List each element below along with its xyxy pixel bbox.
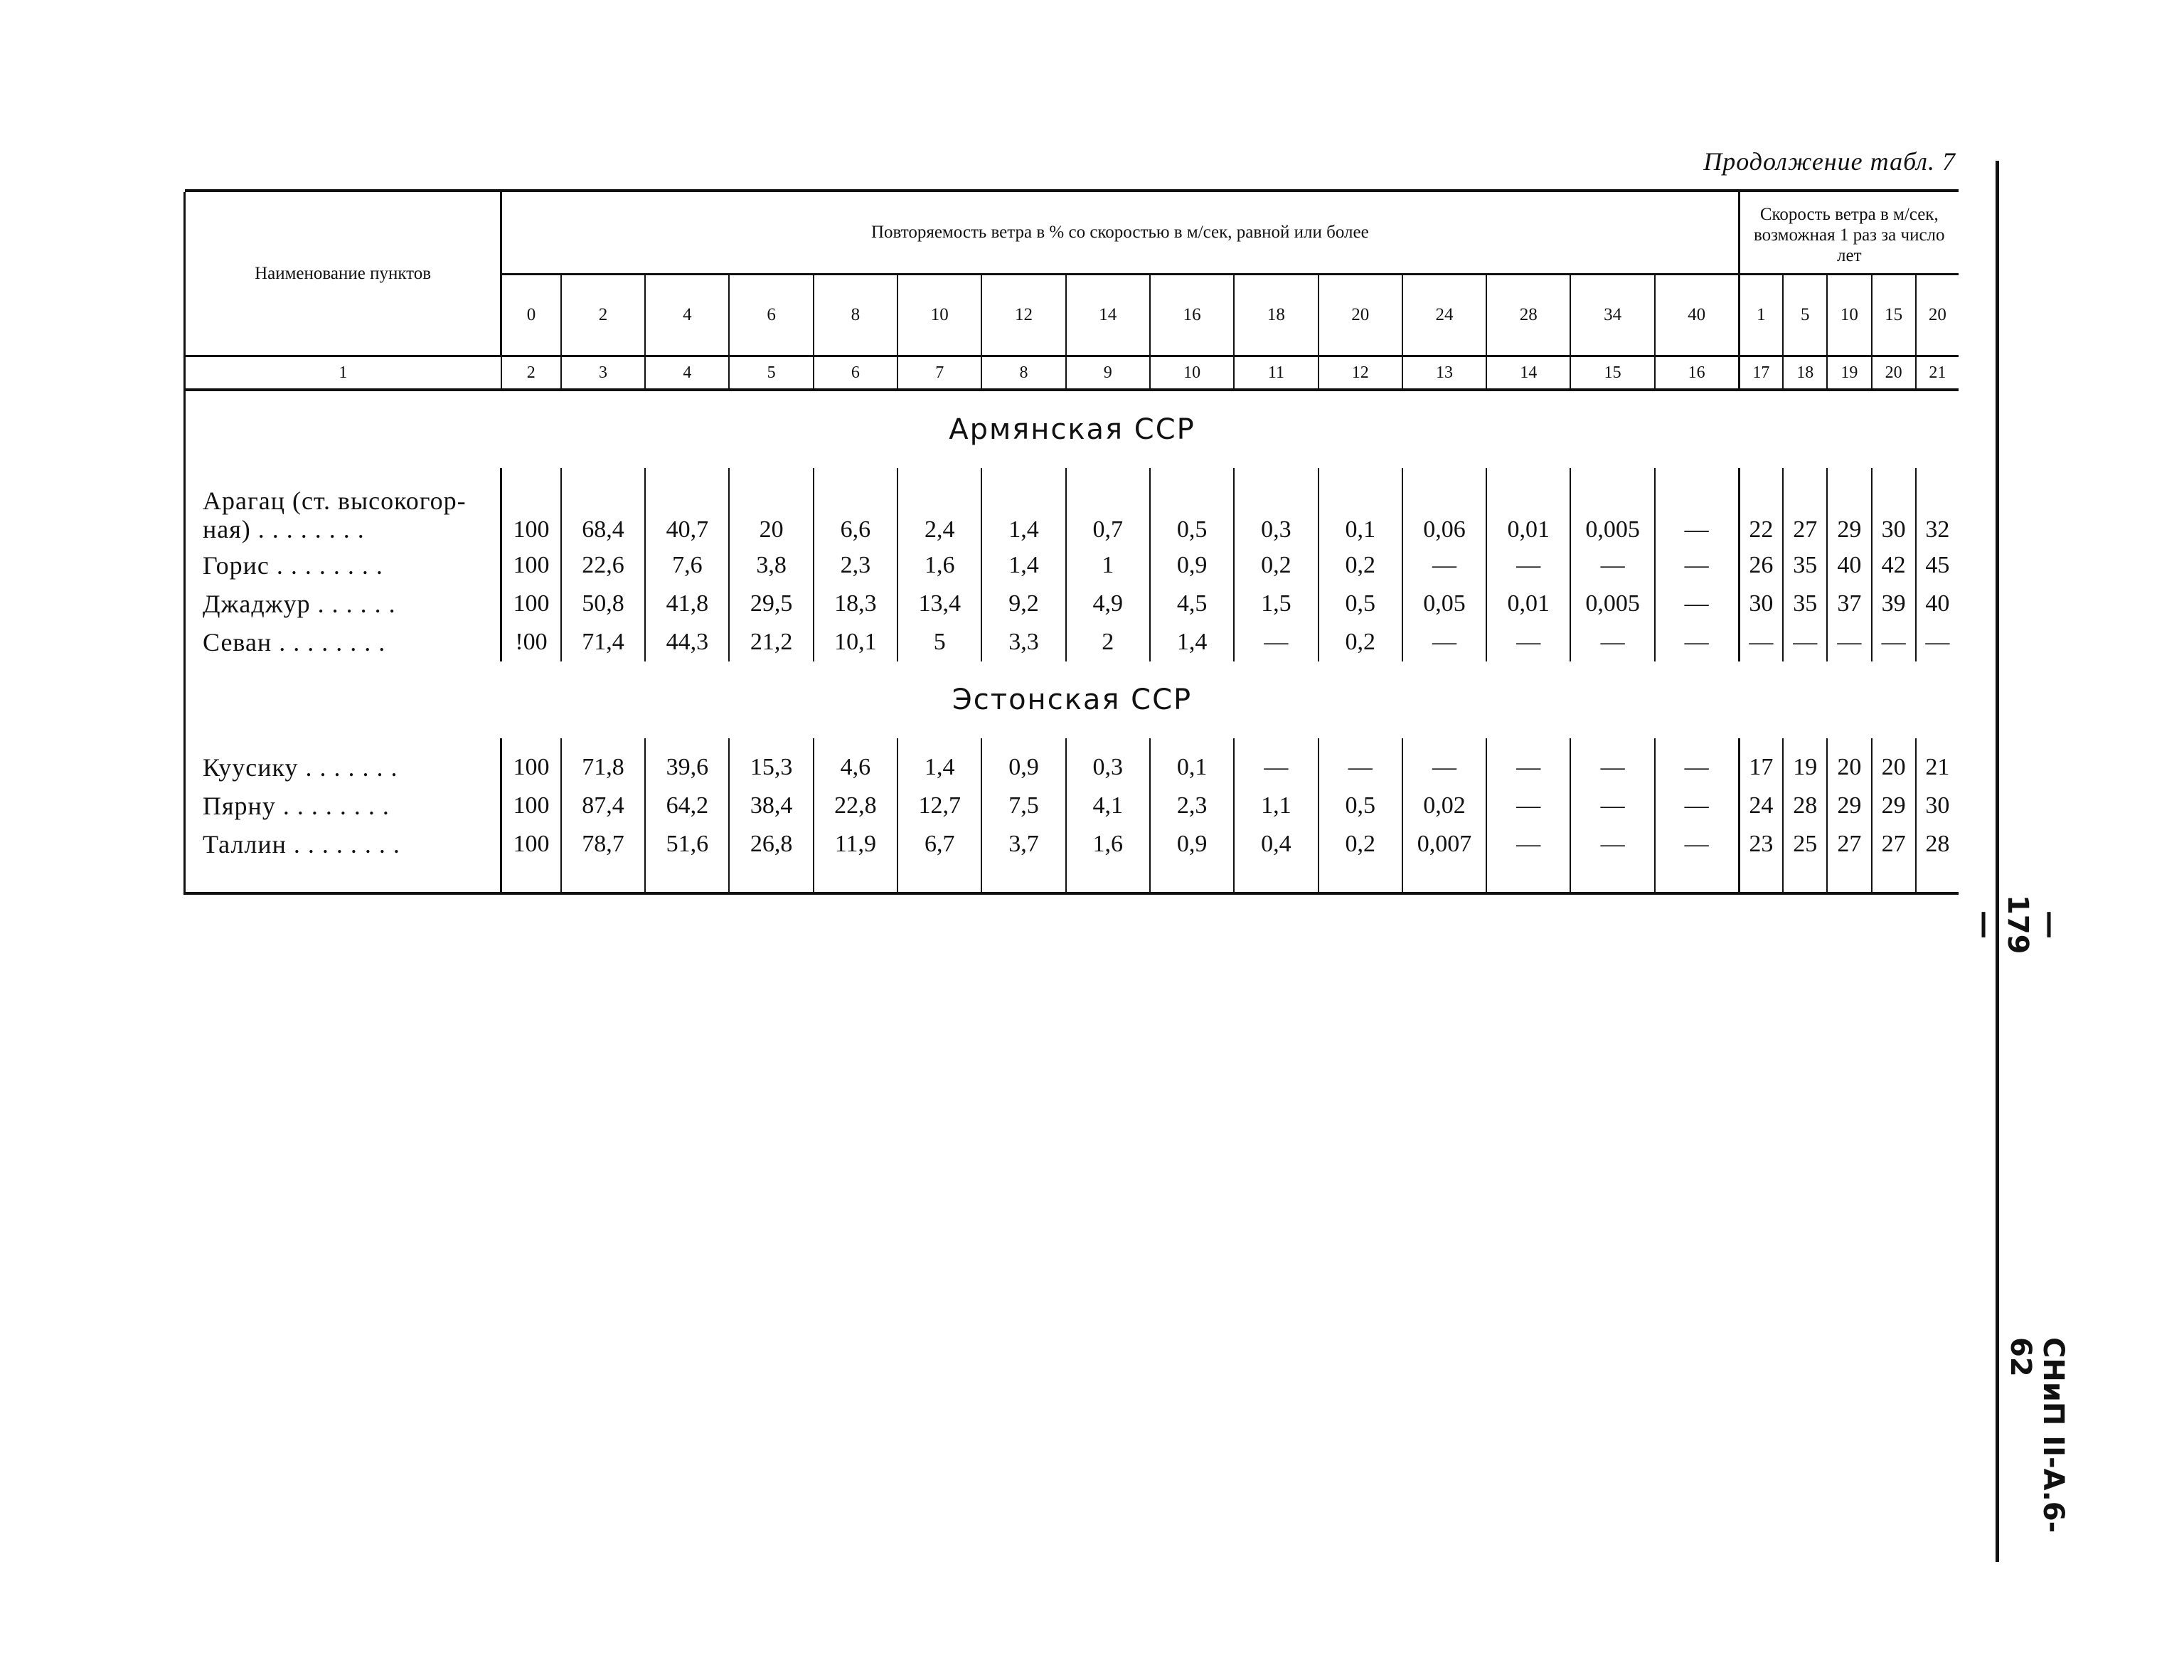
page-number: — 179 — xyxy=(1969,895,2067,955)
frequency-value: 18,3 xyxy=(814,585,897,623)
gap-cell xyxy=(185,738,501,748)
frequency-value: — xyxy=(1570,546,1654,585)
gap-cell xyxy=(561,738,645,748)
max-speed-value: 21 xyxy=(1925,754,1950,780)
max-speed-value: 37 xyxy=(1827,585,1871,623)
header-threshold-cell: 28 xyxy=(1486,275,1570,356)
max-speed-value: 42 xyxy=(1872,546,1916,585)
end-cell xyxy=(561,863,645,893)
column-number-row xyxy=(185,356,1959,390)
header-threshold-cell: 20 xyxy=(1319,275,1402,356)
column-number-cell: 1 xyxy=(185,356,501,390)
frequency-value: !00 xyxy=(501,623,561,661)
frequency-value: 1,6 xyxy=(1066,825,1150,863)
station-name: Арагац (ст. высокогор-ная) . . . . . . . . xyxy=(185,478,501,546)
region-gap-row xyxy=(185,738,1959,748)
table-row xyxy=(185,585,1959,623)
gap-cell xyxy=(729,738,813,748)
gap-cell xyxy=(1486,738,1570,748)
gap-cell xyxy=(1319,738,1402,748)
frequency-value: 0,2 xyxy=(1319,546,1402,585)
column-number-cell: 10 xyxy=(1150,356,1234,390)
max-speed-value: — xyxy=(1783,623,1827,661)
header-threshold-cell: 24 xyxy=(1402,275,1486,356)
gap-cell xyxy=(897,468,981,478)
max-speed-value: 22 xyxy=(1739,478,1783,546)
header-threshold-cell: 18 xyxy=(1234,275,1318,356)
table-row xyxy=(185,623,1959,661)
document-code: СНиП II-А.6-62 xyxy=(2004,1337,2070,1533)
gap-cell xyxy=(1066,468,1150,478)
end-cell xyxy=(1234,863,1318,893)
max-speed-value: 40 xyxy=(1925,590,1950,617)
gap-cell xyxy=(1872,738,1916,748)
max-speed-value: — xyxy=(1739,623,1783,661)
table-row xyxy=(185,546,1959,585)
frequency-value: 2,3 xyxy=(1150,787,1234,825)
frequency-value: 2,4 xyxy=(897,478,981,546)
frequency-value: 0,2 xyxy=(1319,825,1402,863)
gap-cell xyxy=(185,468,501,478)
gap-cell xyxy=(645,468,729,478)
column-number-cell: 20 xyxy=(1872,356,1916,390)
header-max-speed: Скорость ветра в м/сек, возможная 1 раз за число лет xyxy=(1739,192,1959,275)
region-title: Армянская ССР xyxy=(185,390,1959,468)
column-number-cell: 7 xyxy=(897,356,981,390)
frequency-value: 0,005 xyxy=(1570,585,1654,623)
region-title: Эстонская ССР xyxy=(185,661,1959,738)
frequency-value: 13,4 xyxy=(897,585,981,623)
station-name: Горис . . . . . . . . xyxy=(185,546,501,585)
gap-cell xyxy=(645,738,729,748)
frequency-value: 11,9 xyxy=(814,825,897,863)
max-speed-value: 29 xyxy=(1872,787,1916,825)
end-cell xyxy=(981,863,1065,893)
frequency-value: 10,1 xyxy=(814,623,897,661)
frequency-value: — xyxy=(1655,748,1739,787)
frequency-value: 71,8 xyxy=(561,748,645,787)
max-speed-value: 39 xyxy=(1872,585,1916,623)
frequency-value: 4,1 xyxy=(1066,787,1150,825)
frequency-value: — xyxy=(1234,748,1318,787)
gap-cell xyxy=(1234,738,1318,748)
end-cell xyxy=(1570,863,1654,893)
column-number-cell: 12 xyxy=(1319,356,1402,390)
end-cell xyxy=(1319,863,1402,893)
max-speed-value: 24 xyxy=(1739,787,1783,825)
frequency-value: 0,05 xyxy=(1402,585,1486,623)
frequency-value: 3,7 xyxy=(981,825,1065,863)
header-threshold-cell: 34 xyxy=(1570,275,1654,356)
column-number-cell: 4 xyxy=(645,356,729,390)
frequency-value: — xyxy=(1655,825,1739,863)
header-threshold-cell: 4 xyxy=(645,275,729,356)
end-cell xyxy=(645,863,729,893)
frequency-value: 0,5 xyxy=(1319,787,1402,825)
column-number-cell: 15 xyxy=(1570,356,1654,390)
frequency-value: — xyxy=(1655,585,1739,623)
end-cell xyxy=(729,863,813,893)
header-threshold-cell: 0 xyxy=(501,275,561,356)
frequency-value: 44,3 xyxy=(645,623,729,661)
end-cell xyxy=(1150,863,1234,893)
frequency-value: — xyxy=(1486,546,1570,585)
end-cell xyxy=(1739,863,1783,893)
frequency-value: 12,7 xyxy=(897,787,981,825)
max-speed-value: — xyxy=(1872,623,1916,661)
frequency-value: 1,6 xyxy=(897,546,981,585)
frequency-value: — xyxy=(1655,478,1739,546)
region-gap-row xyxy=(185,468,1959,478)
end-cell xyxy=(501,863,561,893)
end-cell xyxy=(1655,863,1739,893)
max-speed-value: 20 xyxy=(1872,748,1916,787)
column-number-cell: 3 xyxy=(561,356,645,390)
header-threshold-cell: 14 xyxy=(1066,275,1150,356)
frequency-value: 78,7 xyxy=(561,825,645,863)
header-year-cell: 5 xyxy=(1783,275,1827,356)
column-number-cell: 8 xyxy=(981,356,1065,390)
header-year-cell: 1 xyxy=(1739,275,1783,356)
frequency-value: 100 xyxy=(501,546,561,585)
column-number-cell: 5 xyxy=(729,356,813,390)
frequency-value: 68,4 xyxy=(561,478,645,546)
max-speed-value: 30 xyxy=(1925,792,1950,819)
station-name: Куусику . . . . . . . xyxy=(185,748,501,787)
frequency-value: 50,8 xyxy=(561,585,645,623)
frequency-value: 0,005 xyxy=(1570,478,1654,546)
gap-cell xyxy=(1916,468,1959,478)
gap-cell xyxy=(1783,738,1827,748)
gap-cell xyxy=(1739,468,1783,478)
side-rule xyxy=(1996,161,1999,1562)
frequency-value: 41,8 xyxy=(645,585,729,623)
frequency-value: — xyxy=(1402,546,1486,585)
frequency-value: — xyxy=(1655,623,1739,661)
frequency-value: 0,01 xyxy=(1486,585,1570,623)
max-speed-value: 27 xyxy=(1827,825,1871,863)
end-cell xyxy=(1827,863,1871,893)
max-speed-value: 32 xyxy=(1925,516,1950,543)
frequency-value: 100 xyxy=(501,787,561,825)
frequency-value: 0,5 xyxy=(1319,585,1402,623)
column-number-cell: 17 xyxy=(1739,356,1783,390)
gap-cell xyxy=(561,468,645,478)
max-speed-value: 35 xyxy=(1783,546,1827,585)
column-number-cell: 21 xyxy=(1916,356,1959,390)
max-speed-value: 26 xyxy=(1739,546,1783,585)
frequency-value: 71,4 xyxy=(561,623,645,661)
frequency-value: 3,8 xyxy=(729,546,813,585)
gap-cell xyxy=(1234,468,1318,478)
frequency-value: — xyxy=(1234,623,1318,661)
max-speed-value: 17 xyxy=(1739,748,1783,787)
frequency-value: 4,9 xyxy=(1066,585,1150,623)
gap-cell xyxy=(1402,468,1486,478)
frequency-value: — xyxy=(1655,546,1739,585)
column-number-cell: 18 xyxy=(1783,356,1827,390)
gap-cell xyxy=(1827,738,1871,748)
frequency-value: — xyxy=(1402,748,1486,787)
end-cell xyxy=(897,863,981,893)
frequency-value: 0,7 xyxy=(1066,478,1150,546)
header-year-cell: 15 xyxy=(1872,275,1916,356)
wind-frequency-table xyxy=(183,189,1959,895)
column-number-cell: 16 xyxy=(1655,356,1739,390)
gap-cell xyxy=(981,468,1065,478)
frequency-value: — xyxy=(1570,787,1654,825)
max-speed-value: 19 xyxy=(1783,748,1827,787)
frequency-value: 0,9 xyxy=(1150,825,1234,863)
end-cell xyxy=(814,863,897,893)
gap-cell xyxy=(981,738,1065,748)
gap-cell xyxy=(1570,468,1654,478)
frequency-value: 1,5 xyxy=(1234,585,1318,623)
end-cell xyxy=(1916,863,1959,893)
frequency-value: 1,4 xyxy=(897,748,981,787)
column-number-cell: 9 xyxy=(1066,356,1150,390)
header-threshold-cell: 10 xyxy=(897,275,981,356)
header-threshold-cell: 16 xyxy=(1150,275,1234,356)
table-continuation-caption: Продолжение табл. 7 xyxy=(1703,147,1956,176)
frequency-value: 7,5 xyxy=(981,787,1065,825)
gap-cell xyxy=(1655,738,1739,748)
frequency-value: 0,9 xyxy=(1150,546,1234,585)
frequency-value: — xyxy=(1486,748,1570,787)
gap-cell xyxy=(1150,468,1234,478)
gap-cell xyxy=(501,468,561,478)
gap-cell xyxy=(814,738,897,748)
frequency-value: 3,3 xyxy=(981,623,1065,661)
end-cell xyxy=(1402,863,1486,893)
max-speed-value: 28 xyxy=(1925,831,1950,857)
table-row xyxy=(185,478,1959,546)
end-cell xyxy=(1486,863,1570,893)
max-speed-value: 27 xyxy=(1872,825,1916,863)
frequency-value: 0,5 xyxy=(1150,478,1234,546)
header-year-cell: 20 xyxy=(1928,305,1946,324)
column-number-cell: 2 xyxy=(501,356,561,390)
gap-cell xyxy=(1150,738,1234,748)
header-threshold-cell: 12 xyxy=(981,275,1065,356)
frequency-value: 26,8 xyxy=(729,825,813,863)
frequency-value: 9,2 xyxy=(981,585,1065,623)
region-heading-row xyxy=(185,390,1959,468)
frequency-value: 6,7 xyxy=(897,825,981,863)
max-speed-value: 45 xyxy=(1925,552,1950,578)
table-row xyxy=(185,825,1959,863)
header-threshold-cell: 40 xyxy=(1655,275,1739,356)
frequency-value: 0,02 xyxy=(1402,787,1486,825)
max-speed-value: — xyxy=(1827,623,1871,661)
header-station-name: Наименование пунктов xyxy=(185,192,501,356)
frequency-value: 64,2 xyxy=(645,787,729,825)
station-name: Таллин . . . . . . . . xyxy=(185,825,501,863)
gap-cell xyxy=(1402,738,1486,748)
max-speed-value: 23 xyxy=(1739,825,1783,863)
header-threshold-cell: 8 xyxy=(814,275,897,356)
max-speed-value: 27 xyxy=(1783,478,1827,546)
frequency-value: 0,4 xyxy=(1234,825,1318,863)
frequency-value: 4,5 xyxy=(1150,585,1234,623)
table-end-row xyxy=(185,863,1959,893)
gap-cell xyxy=(729,468,813,478)
frequency-value: 2 xyxy=(1066,623,1150,661)
column-number-cell: 6 xyxy=(814,356,897,390)
frequency-value: 100 xyxy=(501,748,561,787)
max-speed-value: 29 xyxy=(1827,478,1871,546)
frequency-value: 100 xyxy=(501,585,561,623)
frequency-value: — xyxy=(1570,748,1654,787)
gap-cell xyxy=(1570,738,1654,748)
gap-cell xyxy=(1319,468,1402,478)
frequency-value: 20 xyxy=(729,478,813,546)
frequency-value: — xyxy=(1486,787,1570,825)
max-speed-value: 28 xyxy=(1783,787,1827,825)
max-speed-value: 35 xyxy=(1783,585,1827,623)
gap-cell xyxy=(814,468,897,478)
frequency-value: 1 xyxy=(1066,546,1150,585)
frequency-value: 2,3 xyxy=(814,546,897,585)
gap-cell xyxy=(897,738,981,748)
frequency-value: 22,8 xyxy=(814,787,897,825)
max-speed-value: 20 xyxy=(1827,748,1871,787)
frequency-value: — xyxy=(1402,623,1486,661)
station-name: Севан . . . . . . . . xyxy=(185,623,501,661)
frequency-value: 15,3 xyxy=(729,748,813,787)
frequency-value: 1,4 xyxy=(1150,623,1234,661)
frequency-value: 100 xyxy=(501,825,561,863)
table-row xyxy=(185,787,1959,825)
gap-cell xyxy=(1486,468,1570,478)
frequency-value: 7,6 xyxy=(645,546,729,585)
column-number-cell: 11 xyxy=(1234,356,1318,390)
column-number-cell: 14 xyxy=(1486,356,1570,390)
gap-cell xyxy=(1916,738,1959,748)
frequency-value: 51,6 xyxy=(645,825,729,863)
max-speed-value: 25 xyxy=(1783,825,1827,863)
gap-cell xyxy=(1655,468,1739,478)
frequency-value: — xyxy=(1570,825,1654,863)
frequency-value: 0,3 xyxy=(1234,478,1318,546)
region-heading-row xyxy=(185,661,1959,738)
frequency-value: 21,2 xyxy=(729,623,813,661)
frequency-value: 0,06 xyxy=(1402,478,1486,546)
gap-cell xyxy=(1827,468,1871,478)
frequency-value: 87,4 xyxy=(561,787,645,825)
gap-cell xyxy=(1739,738,1783,748)
frequency-value: — xyxy=(1486,825,1570,863)
frequency-value: — xyxy=(1319,748,1402,787)
frequency-value: 1,1 xyxy=(1234,787,1318,825)
frequency-value: 0,3 xyxy=(1066,748,1150,787)
frequency-value: — xyxy=(1486,623,1570,661)
max-speed-value: 40 xyxy=(1827,546,1871,585)
frequency-value: 29,5 xyxy=(729,585,813,623)
gap-cell xyxy=(1872,468,1916,478)
max-speed-value: 30 xyxy=(1739,585,1783,623)
gap-cell xyxy=(1783,468,1827,478)
station-name: Джаджур . . . . . . xyxy=(185,585,501,623)
frequency-value: — xyxy=(1570,623,1654,661)
frequency-value: — xyxy=(1655,787,1739,825)
frequency-value: 0,01 xyxy=(1486,478,1570,546)
max-speed-value: 30 xyxy=(1872,478,1916,546)
end-cell xyxy=(1066,863,1150,893)
frequency-value: 1,4 xyxy=(981,546,1065,585)
max-speed-value: — xyxy=(1925,629,1950,655)
column-number-cell: 19 xyxy=(1827,356,1871,390)
header-repeat-frequency: Повторяемость ветра в % со скоростью в м/сек, равной или более xyxy=(501,192,1739,275)
header-year-cell: 10 xyxy=(1827,275,1871,356)
gap-cell xyxy=(501,738,561,748)
frequency-value: 100 xyxy=(501,478,561,546)
header-threshold-cell: 6 xyxy=(729,275,813,356)
frequency-value: 0,1 xyxy=(1319,478,1402,546)
max-speed-value: 29 xyxy=(1827,787,1871,825)
frequency-value: 0,007 xyxy=(1402,825,1486,863)
frequency-value: 1,4 xyxy=(981,478,1065,546)
table-row xyxy=(185,748,1959,787)
station-name: Пярну . . . . . . . . xyxy=(185,787,501,825)
end-cell xyxy=(1783,863,1827,893)
frequency-value: 0,2 xyxy=(1234,546,1318,585)
header-threshold-cell: 2 xyxy=(561,275,645,356)
frequency-value: 38,4 xyxy=(729,787,813,825)
frequency-value: 0,2 xyxy=(1319,623,1402,661)
frequency-value: 22,6 xyxy=(561,546,645,585)
end-cell xyxy=(185,863,501,893)
frequency-value: 5 xyxy=(897,623,981,661)
column-number-cell: 13 xyxy=(1402,356,1486,390)
frequency-value: 0,1 xyxy=(1150,748,1234,787)
frequency-value: 4,6 xyxy=(814,748,897,787)
gap-cell xyxy=(1066,738,1150,748)
frequency-value: 39,6 xyxy=(645,748,729,787)
frequency-value: 6,6 xyxy=(814,478,897,546)
frequency-value: 0,9 xyxy=(981,748,1065,787)
end-cell xyxy=(1872,863,1916,893)
frequency-value: 40,7 xyxy=(645,478,729,546)
